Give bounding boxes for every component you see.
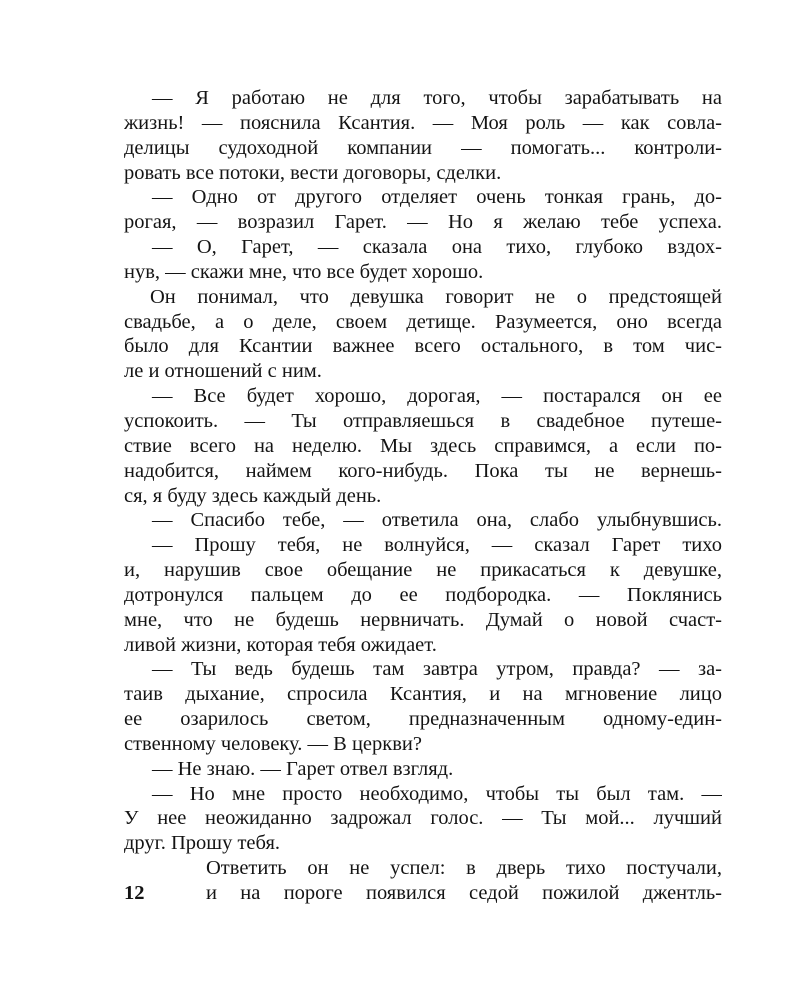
text-line-15: ствие всего на неделю. Мы здесь справимся, а если по-: [124, 434, 722, 457]
text-line-22: мне, что не будешь нервничать. Думай о новой счаст-: [124, 608, 722, 631]
text-line-23: ливой жизни, которая тебя ожидает.: [124, 633, 437, 656]
text-line-30: У нее неожиданно задрожал голос. — Ты мой... лучший: [124, 807, 722, 830]
text-line-11: было для Ксантии важнее всего остального, в том чис-: [124, 335, 722, 358]
text-line-21: дотронулся пальцем до ее подбородка. — Поклянись: [124, 583, 722, 606]
text-line-5: — Одно от другого отделяет очень тонкая грань, до-: [152, 186, 722, 209]
footer-block: [124, 856, 722, 906]
text-line-9: Он понимал, что девушка говорит не о предстоящей: [150, 285, 722, 308]
text-line-27: ственному человеку. — В церкви?: [124, 732, 422, 755]
text-line-19: — Прошу тебя, не волнуйся, — сказал Гарет тихо: [152, 534, 722, 557]
text-line-29: — Но мне просто необходимо, чтобы ты был там. —: [152, 782, 722, 805]
page-number: 12: [124, 882, 145, 904]
text-line-7: — О, Гарет, — сказала она тихо, глубоко вздох-: [152, 236, 722, 259]
text-line-4: ровать все потоки, вести договоры, сделки.: [124, 161, 502, 184]
text-line-18: — Спасибо тебе, — ответила она, слабо улыбнувшись.: [152, 509, 722, 532]
text-line-26: ее озарилось светом, предназначенным одному-един-: [124, 708, 722, 731]
text-line-24: — Ты ведь будешь там завтра утром, правда? — за-: [152, 658, 722, 681]
text-line-2: жизнь! — пояснила Ксантия. — Моя роль — как совла-: [124, 111, 722, 134]
text-line-8: нув, — скажи мне, что все будет хорошо.: [124, 260, 484, 283]
text-line-32: Ответить он не успел: в дверь тихо постучали,: [206, 857, 722, 880]
text-line-31: друг. Прошу тебя.: [124, 832, 281, 855]
text-line-33: и на пороге появился седой пожилой джентль-: [206, 882, 722, 904]
text-line-13: — Все будет хорошо, дорогая, — постарался он ее: [152, 385, 722, 408]
text-line-16: надобится, наймем кого-нибудь. Пока ты не вернешь-: [124, 459, 722, 482]
text-line-20: и, нарушив свое обещание не прикасаться к девушке,: [124, 559, 722, 582]
text-line-3: делицы судоходной компании — помогать... контроли-: [124, 136, 722, 159]
text-line-28: — Не знаю. — Гарет отвел взгляд.: [152, 757, 454, 780]
text-line-10: свадьбе, а о деле, своем детище. Разумеется, оно всегда: [124, 310, 722, 333]
text-line-1: — Я работаю не для того, чтобы зарабатывать на: [152, 87, 722, 109]
text-line-25: таив дыхание, спросила Ксантия, и на мгновение лицо: [124, 683, 722, 706]
text-line-14: успокоить. — Ты отправляешься в свадебное путеше-: [124, 409, 722, 432]
text-line-6: рогая, — возразил Гарет. — Но я желаю тебе успеха.: [124, 211, 722, 234]
text-line-17: ся, я буду здесь каждый день.: [124, 484, 382, 507]
text-line-12: ле и отношений с ним.: [124, 360, 322, 383]
book-page: [124, 86, 722, 926]
